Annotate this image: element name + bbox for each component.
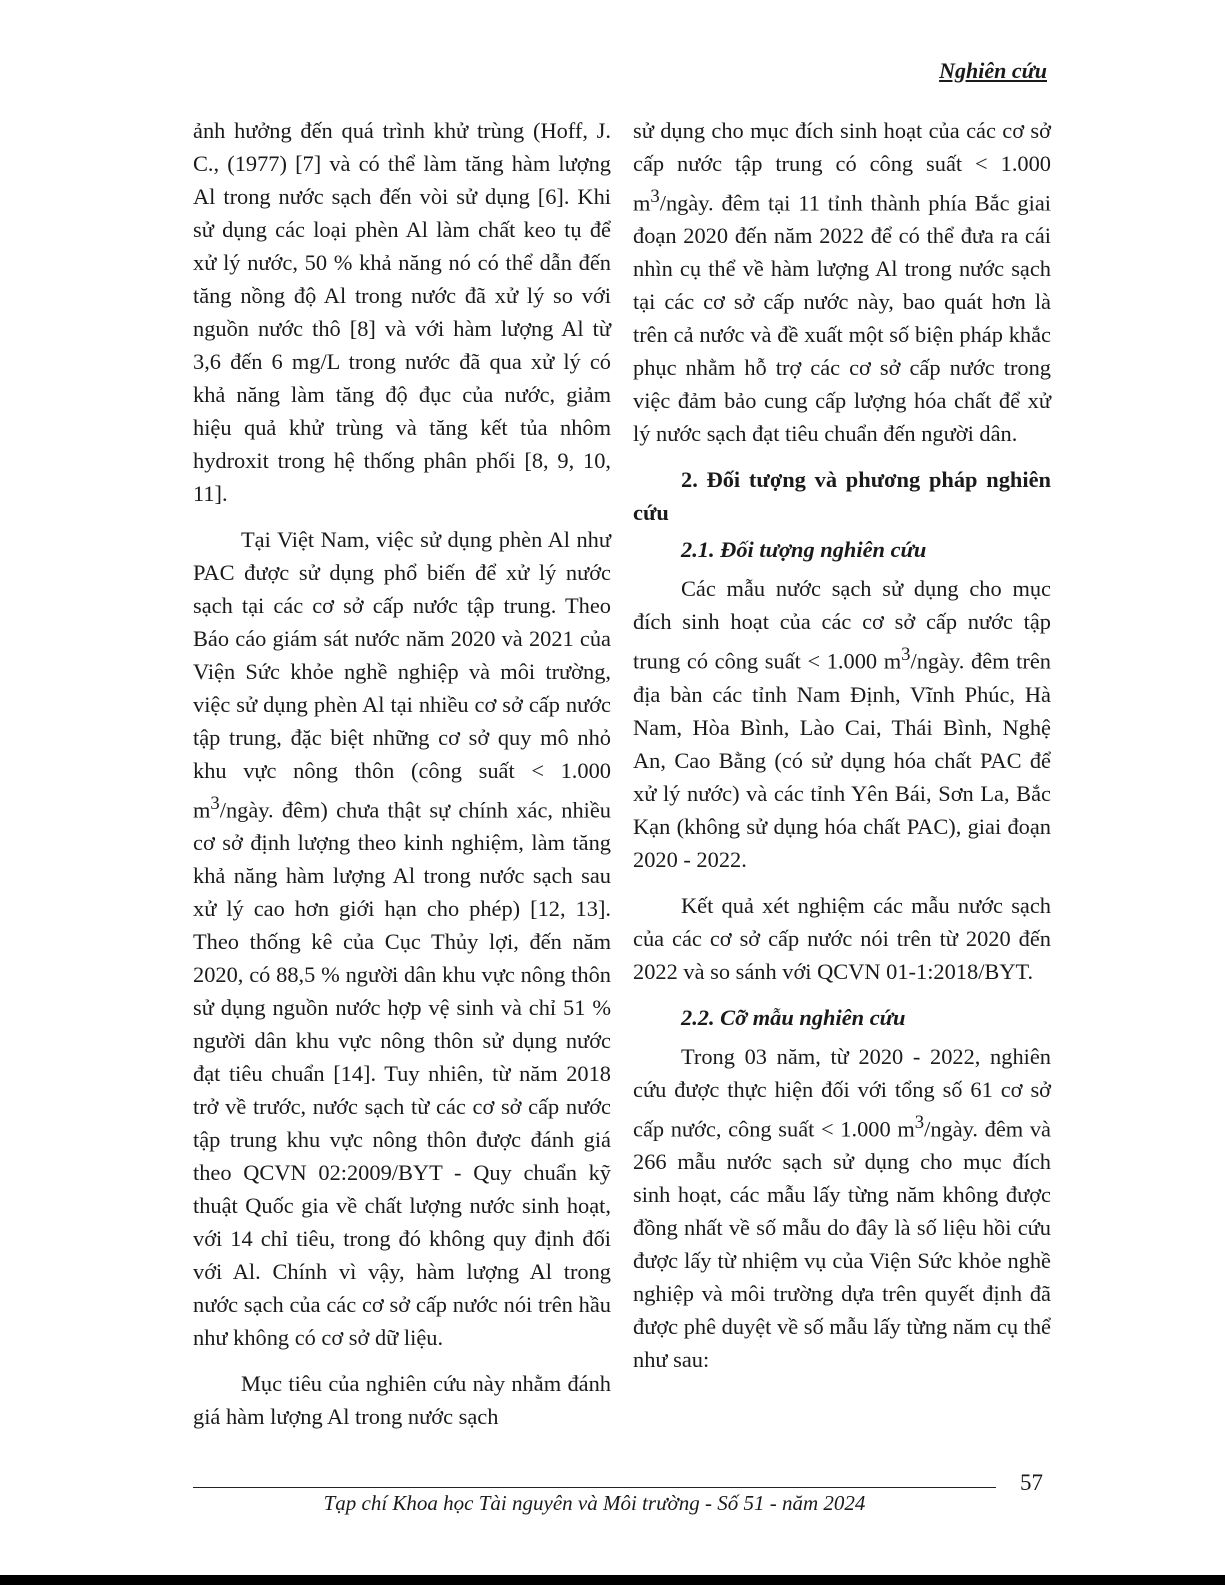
- superscript: 3: [210, 793, 220, 814]
- paragraph-sample-size: [633, 1040, 1051, 1376]
- left-column: [193, 114, 611, 1446]
- paragraph-text: Trong 03 năm, từ 2020 - 2022, nghiên cứu được thực hiện đối với tổng số 61 cơ sở cấp nước, công suất < 1.000 m: [633, 1043, 1051, 1142]
- paragraph-text: Tại Việt Nam, việc sử dụng phèn Al như PAC được sử dụng phổ biến để xử lý nước sạch tại các cơ sở cấp nước tập trung. Theo Báo cáo giám sát nước năm 2020 và 2021 của Viện Sức khỏe nghề nghiệp và môi trường, việc sử dụng phèn Al tại nhiều cơ sở cấp nước tập trung, đặc biệt những cơ sở quy mô nhỏ khu vực nông thôn (công suất < 1.000 m: [193, 527, 611, 823]
- paragraph-text: Các mẫu nước sạch sử dụng cho mục đích sinh hoạt của các cơ sở cấp nước tập trung có công suất < 1.000 m: [633, 576, 1051, 674]
- paragraph-objective: Mục tiêu của nghiên cứu này nhằm đánh giá hàm lượng Al trong nước sạch: [193, 1371, 611, 1430]
- page-number: 57: [1020, 1470, 1043, 1495]
- paragraph-samples: [633, 572, 1051, 875]
- superscript: 3: [901, 644, 911, 666]
- paragraph-text: /ngày. đêm và 266 mẫu nước sạch sử dụng cho mục đích sinh hoạt, các mẫu lấy từng năm không được đồng nhất về số mẫu do đây là số liệu hồi cứu được lấy từ nhiệm vụ của Viện Sức khỏe nghề nghiệp và môi trường dựa trên quyết định đã được phê duyệt về số mẫu lấy từng năm cụ thể như sau:: [633, 1116, 1051, 1373]
- paragraph-results: Kết quả xét nghiệm các mẫu nước sạch của các cơ sở cấp nước nói trên từ 2020 đến 2022 và so sánh với QCVN 01-1:2018/BYT.: [633, 892, 1051, 984]
- section-heading: 2. Đối tượng và phương pháp nghiên cứu: [633, 467, 1051, 526]
- footer-rule: [193, 1487, 996, 1488]
- paragraph-vietnam-context: [193, 523, 611, 1354]
- superscript: 3: [914, 1111, 925, 1133]
- subsection-heading-sample-size: 2.2. Cỡ mẫu nghiên cứu: [681, 1004, 906, 1030]
- paragraph-text: /ngày. đêm) chưa thật sự chính xác, nhiều cơ sở định lượng theo kinh nghiệm, làm tăng khả năng hàm lượng Al trong nước sạch sau xử lý cao hơn giới hạn cho phép) [12, 13]. Theo thống kê của Cục Thủy lợi, đến năm 2020, có 88,5 % người dân khu vực nông thôn sử dụng nguồn nước hợp vệ sinh và chỉ 51 % người dân khu vực nông thôn sử dụng nước đạt tiêu chuẩn [14]. Tuy nhiên, từ năm 2018 trở về trước, nước sạch từ các cơ sở cấp nước tập trung khu vực nông thôn được đánh giá theo QCVN 02:2009/BYT - Quy chuẩn kỹ thuật Quốc gia về chất lượng nước sinh hoạt, với 14 chỉ tiêu, trong đó không quy định đối với Al. Chính vì vậy, hàm lượng Al trong nước sạch của các cơ sở cấp nước nói trên hầu như không có cơ sở dữ liệu.: [193, 797, 611, 1351]
- paragraph-objective-continued: [633, 114, 1051, 450]
- paragraph-text: /ngày. đêm tại 11 tỉnh thành phía Bắc giai đoạn 2020 đến năm 2022 để có thể đưa ra cái nhìn cụ thể về hàm lượng Al trong nước sạch tại các cơ sở cấp nước này, bao quát hơn là trên cả nước và đề xuất một số biện pháp khắc phục nhằm hỗ trợ các cơ sở cấp nước trong việc đảm bảo cung cấp lượng hóa chất để xử lý nước sạch đạt tiêu chuẩn đến người dân.: [633, 190, 1051, 447]
- section-label: Nghiên cứu: [939, 58, 1047, 83]
- bottom-bar: [0, 1575, 1225, 1585]
- superscript: 3: [650, 186, 660, 207]
- paragraph-text: /ngày. đêm trên địa bàn các tỉnh Nam Định, Vĩnh Phúc, Hà Nam, Hòa Bình, Lào Cai, Thái Bình, Nghệ An, Cao Bằng (có sử dụng hóa chất PAC để xử lý nước) và các tỉnh Yên Bái, Sơn La, Bắc Kạn (không sử dụng hóa chất PAC), giai đoạn 2020 - 2022.: [633, 648, 1051, 872]
- paragraph-coagulant-effects: ảnh hưởng đến quá trình khử trùng (Hoff, J. C., (1977) [7] và có thể làm tăng hàm lượng Al trong nước sạch đến vòi sử dụng [6]. Khi sử dụng các loại phèn Al làm chất keo tụ để xử lý nước, 50 % khả năng nó có thể dẫn đến tăng nồng độ Al trong nước đã xử lý so với nguồn nước thô [8] và với hàm lượng Al từ 3,6 đến 6 mg/L trong nước đã qua xử lý có khả năng làm tăng độ đục của nước, giảm hiệu quả khử trùng và tăng kết tủa nhôm hydroxit trong hệ thống phân phối [8, 9, 10, 11].: [193, 118, 611, 506]
- paragraph-text: sử dụng cho mục đích sinh hoạt của các cơ sở cấp nước tập trung có công suất < 1.000 m: [633, 118, 1051, 216]
- journal-footer: Tạp chí Khoa học Tài nguyên và Môi trường - Số 51 - năm 2024: [323, 1491, 866, 1515]
- right-column: [633, 114, 1051, 1389]
- subsection-heading-subjects: 2.1. Đối tượng nghiên cứu: [681, 537, 927, 563]
